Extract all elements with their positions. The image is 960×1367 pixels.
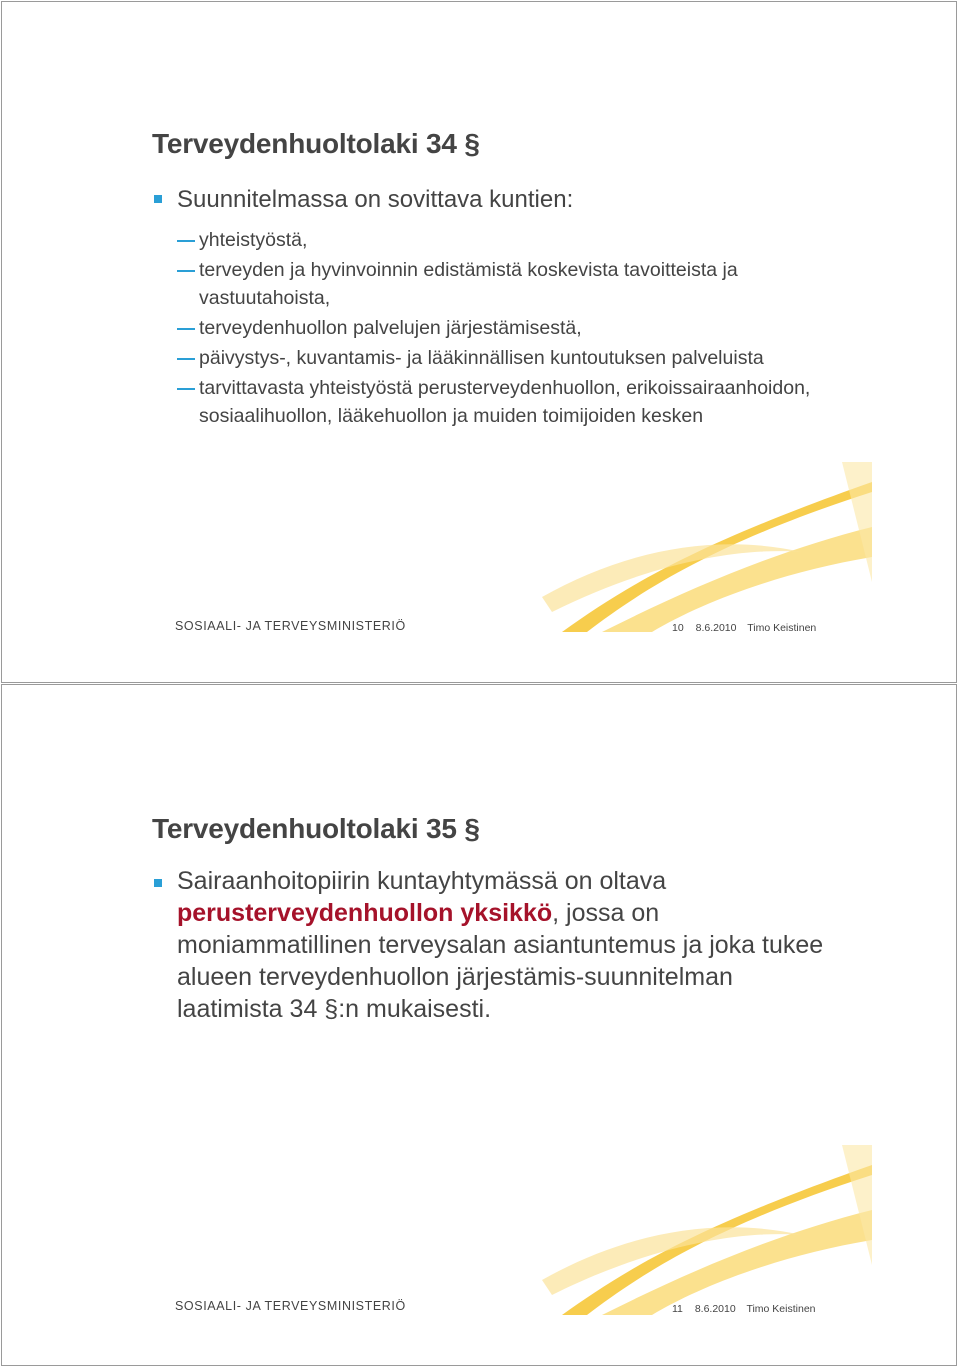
dash-bullet-icon — [177, 388, 195, 390]
footer-author: Timo Keistinen — [747, 622, 817, 634]
sub-bullet-text: yhteistyöstä, — [199, 229, 308, 251]
paragraph-text: Sairaanhoitopiirin kuntayhtymässä on oltava — [177, 867, 667, 895]
sub-bullet-text: päivystys-, kuvantamis- ja lääkinnällisen kuntoutuksen palveluista — [199, 347, 764, 369]
footer-author: Timo Keistinen — [746, 1303, 816, 1315]
yellow-wave-decoration — [542, 1145, 877, 1320]
square-bullet-icon — [154, 195, 162, 203]
dash-bullet-icon — [177, 358, 195, 360]
sub-bullet-text: terveyden ja hyvinvoinnin edistämistä koskevista tavoitteista ja vastuutahoista, — [199, 259, 738, 309]
footer-date: 8.6.2010 — [694, 1303, 736, 1315]
paragraph-text: , jossa on moniammatillinen terveysalan asiantuntemus ja joka tukee alueen terveydenhuollon järjestämis-suunnitelman laatimista 34 §:n mukaisesti. — [177, 899, 824, 1023]
sub-bullet-text: terveydenhuollon palvelujen järjestämisestä, — [199, 317, 582, 339]
sub-bullet-item — [177, 374, 837, 430]
sub-bullet-item — [177, 314, 837, 342]
square-bullet-icon — [154, 879, 162, 887]
sub-bullet-item — [177, 344, 837, 372]
slide-footer — [672, 622, 826, 634]
highlighted-term: perusterveydenhuollon yksikkö — [177, 899, 553, 927]
slide-footer — [672, 1303, 826, 1315]
yellow-wave-decoration — [542, 462, 877, 637]
page-number: 10 — [672, 622, 684, 634]
page-number: 11 — [672, 1303, 683, 1315]
sub-bullet-item — [177, 256, 837, 312]
slide-11 — [1, 684, 957, 1366]
dash-bullet-icon — [177, 328, 195, 330]
bullet-paragraph — [177, 865, 837, 1025]
sub-bullet-text: tarvittavasta yhteistyöstä perusterveydenhuollon, erikoissairaanhoidon, sosiaalihuollon, lääkehuollon ja muiden toimijoiden kesken — [199, 377, 811, 427]
ministry-logo: SOSIAALI- JA TERVEYSMINISTERIÖ — [175, 1299, 406, 1313]
sub-bullet-item — [177, 226, 837, 254]
dash-bullet-icon — [177, 270, 195, 272]
ministry-logo: SOSIAALI- JA TERVEYSMINISTERIÖ — [175, 619, 406, 633]
slide-title: Terveydenhuoltolaki 34 § — [152, 128, 480, 159]
sub-bullet-list — [177, 226, 837, 432]
slide-10 — [1, 1, 957, 683]
bullet-lead: Suunnitelmassa on sovittava kuntien: — [177, 186, 574, 213]
dash-bullet-icon — [177, 240, 195, 242]
slide-title: Terveydenhuoltolaki 35 § — [152, 813, 480, 844]
footer-date: 8.6.2010 — [695, 622, 737, 634]
